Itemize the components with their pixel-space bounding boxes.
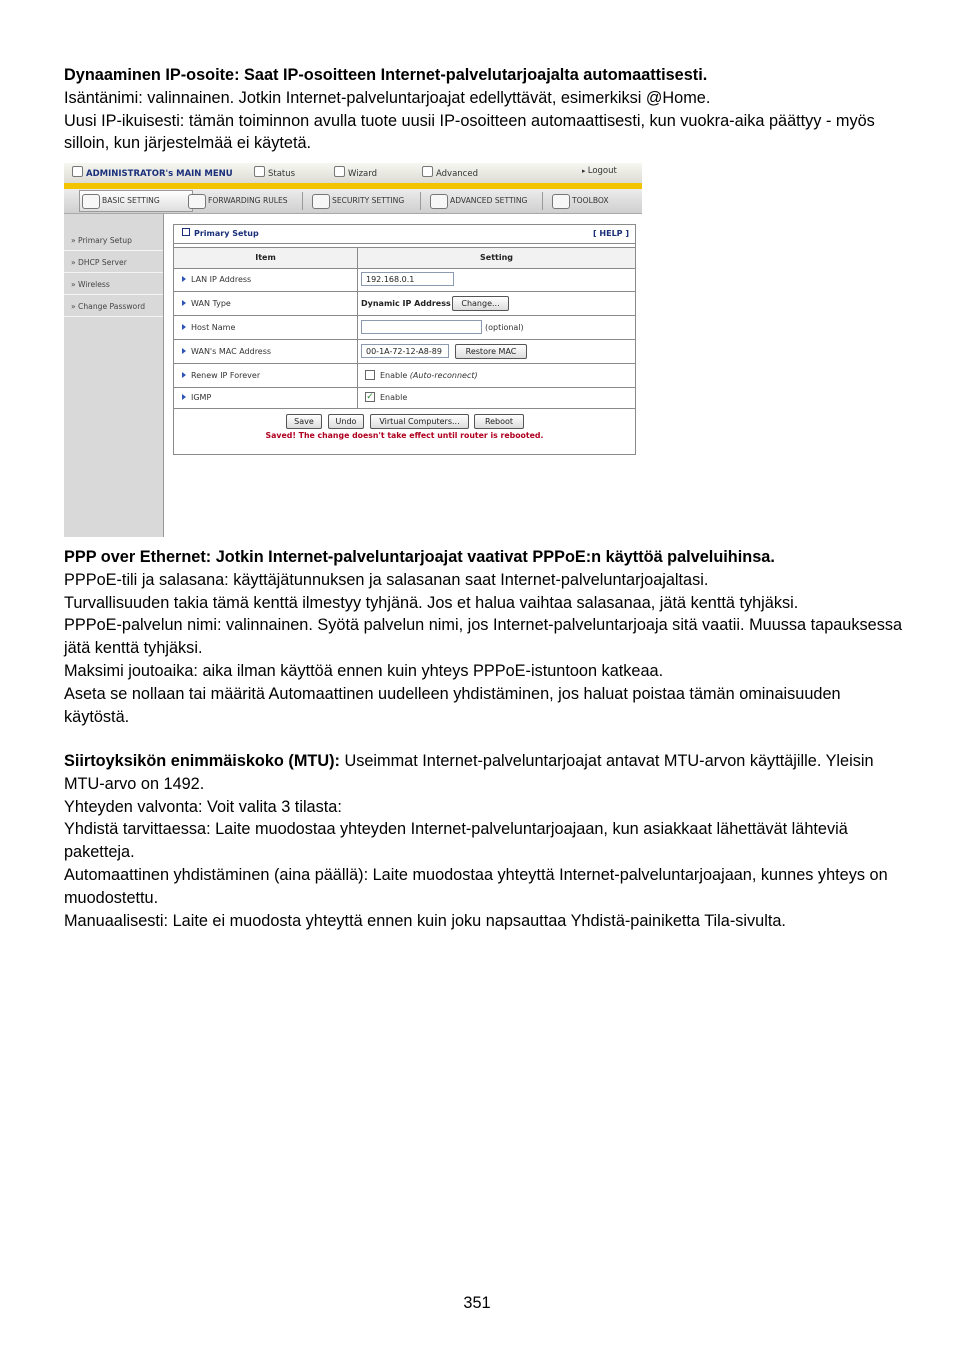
advanced-label: Advanced <box>436 169 478 179</box>
virtual-computers-button[interactable]: Virtual Computers... <box>370 414 469 429</box>
advanced-icon <box>422 166 433 177</box>
arrow-right-icon <box>182 348 186 354</box>
panel-title <box>182 225 259 243</box>
sidebar-item-primary-setup[interactable]: » Primary Setup <box>64 230 163 251</box>
intro-section <box>64 64 904 155</box>
panel-title-text: Primary Setup <box>194 229 259 238</box>
table-header <box>174 247 635 269</box>
host-name-input[interactable] <box>361 320 482 334</box>
pppoe-line-service: PPPoE-palvelun nimi: valinnainen. Syötä palvelun nimi, jos Internet-palveluntarjoaja sitä vaatii. Muussa tapauksessa jätä kenttä tyhjäksi. <box>64 616 903 658</box>
sidebar-item-wireless[interactable]: » Wireless <box>64 274 163 295</box>
saved-message: Saved! The change doesn't take effect until router is rebooted. <box>265 431 544 440</box>
status-label: Status <box>268 169 296 179</box>
row-label <box>182 364 260 387</box>
panel-header <box>174 225 635 244</box>
row-label <box>182 268 251 291</box>
table-row-wan-type <box>174 292 635 316</box>
wizard-icon <box>334 166 345 177</box>
tab-advanced-setting[interactable] <box>428 191 527 211</box>
intro-heading: Dynaaminen IP-osoite: Saat IP-osoitteen Internet-palvelutarjoajalta automaattisesti. <box>64 66 708 84</box>
basic-setting-icon <box>82 194 100 209</box>
status-icon <box>254 166 265 177</box>
arrow-right-icon <box>182 324 186 330</box>
pppoe-line-security: Turvallisuuden takia tämä kenttä ilmestyy tyhjänä. Jos et halua vaihtaa salasanaa, jätä kenttä tyhjäksi. <box>64 593 799 612</box>
pppoe-section <box>64 546 904 728</box>
tab-security-label: SECURITY SETTING <box>332 196 405 205</box>
panel-square-icon <box>182 228 190 236</box>
row-label <box>182 292 231 315</box>
lan-ip-label: LAN IP Address <box>191 275 252 284</box>
table-row-lan-ip <box>174 268 635 292</box>
wan-type-value: Dynamic IP Address <box>361 299 451 308</box>
mtu-text: Useimmat Internet-palveluntarjoajat antavat MTU-arvon käyttäjille. Yleisin MTU-arvo on 1492. <box>64 752 874 793</box>
tab-forwarding-label: FORWARDING RULES <box>208 196 288 205</box>
logout-label: Logout <box>587 166 617 176</box>
tab-toolbox[interactable] <box>550 191 609 211</box>
sidebar-item-change-password[interactable]: » Change Password <box>64 296 163 317</box>
admin-menu-link[interactable] <box>72 166 233 179</box>
intro-line-renew: Uusi IP-ikuisesti: tämän toiminnon avulla tuote uusii IP-osoitteen automaattisesti, kun vuokra-aika päättyy - myös silloin, kun järjestelmää ei käytetä. <box>64 111 875 153</box>
tab-advanced-label: ADVANCED SETTING <box>450 196 528 205</box>
advanced-link[interactable] <box>422 166 478 179</box>
table-row-igmp <box>174 387 635 409</box>
intro-line-hostname: Isäntänimi: valinnainen. Jotkin Internet-palveluntarjoajat edellyttävät, esimerkiksi @Home. <box>64 88 711 107</box>
mtu-line-manual: Manuaalisesti: Laite ei muodosta yhteyttä ennen kuin joku napsauttaa Yhdistä-painiketta Tila-sivulta. <box>64 911 786 930</box>
undo-button[interactable]: Undo <box>328 414 364 429</box>
wan-mac-label: WAN's MAC Address <box>191 347 272 356</box>
tab-separator <box>302 192 303 210</box>
renew-hint: (Auto-reconnect) <box>409 371 478 380</box>
column-divider <box>357 340 358 363</box>
column-divider <box>357 316 358 339</box>
table-row-wan-mac <box>174 340 635 364</box>
table-row-renew-ip <box>174 364 635 388</box>
security-icon <box>312 194 330 209</box>
renew-ip-label: Renew IP Forever <box>191 371 261 380</box>
row-label <box>182 340 271 363</box>
mtu-heading: Siirtoyksikön enimmäiskoko (MTU): <box>64 752 340 770</box>
change-button[interactable]: Change... <box>452 296 509 311</box>
igmp-label: IGMP <box>191 393 212 402</box>
status-link[interactable] <box>254 166 295 179</box>
page-number: 351 <box>463 1294 491 1312</box>
router-top-menu <box>64 163 642 184</box>
help-link[interactable]: [ HELP ] <box>592 229 629 238</box>
mtu-line-auto: Automaattinen yhdistäminen (aina päällä): Laite muodostaa yhteyttä Internet-palveluntarjoajaan, kunnes yhteys on muodostettu. <box>64 865 888 907</box>
lan-ip-input[interactable]: 192.168.0.1 <box>361 272 454 286</box>
pppoe-line-account: PPPoE-tili ja salasana: käyttäjätunnuksen ja salasanan saat Internet-palveluntarjoajaltasi. <box>64 570 709 589</box>
wan-type-label: WAN Type <box>191 299 231 308</box>
menu-square-icon <box>72 166 83 177</box>
mtu-line-on-demand: Yhdistä tarvittaessa: Laite muodostaa yhteyden Internet-palveluntarjoajaan, kun asiakkaat lähettävät lähteviä paketteja. <box>64 820 848 862</box>
tab-toolbox-label: TOOLBOX <box>572 196 609 205</box>
reboot-button[interactable]: Reboot <box>474 414 524 429</box>
pppoe-line-reconnect: Aseta se nollaan tai määritä Automaattinen uudelleen yhdistäminen, jos haluat poistaa tämän ominaisuuden käytöstä. <box>64 684 841 726</box>
forwarding-icon <box>188 194 206 209</box>
wizard-label: Wizard <box>348 169 377 179</box>
mtu-section <box>64 750 904 932</box>
host-name-hint: (optional) <box>485 323 524 332</box>
wan-mac-input[interactable]: 00-1A-72-12-A8-89 <box>361 344 449 358</box>
router-screenshot <box>64 163 642 537</box>
sidebar-item-dhcp-server[interactable]: » DHCP Server <box>64 252 163 273</box>
host-name-label: Host Name <box>191 323 236 332</box>
renew-ip-checkbox[interactable] <box>365 370 375 380</box>
column-divider <box>357 292 358 315</box>
advanced-setting-icon <box>430 194 448 209</box>
toolbox-icon <box>552 194 570 209</box>
igmp-checkbox[interactable]: ✓ <box>366 392 374 402</box>
tab-separator <box>420 192 421 210</box>
pppoe-line-idle: Maksimi joutoaika: aika ilman käyttöä ennen kuin yhteys PPPoE-istuntoon katkeaa. <box>64 661 664 680</box>
igmp-enable-label: Enable <box>380 393 408 402</box>
row-label <box>182 316 235 339</box>
arrow-right-icon <box>182 300 186 306</box>
admin-menu-label: ADMINISTRATOR's MAIN MENU <box>86 169 233 179</box>
restore-mac-button[interactable]: Restore MAC <box>455 344 527 359</box>
router-tab-bar <box>64 189 642 214</box>
router-sidebar <box>64 214 164 537</box>
tab-forwarding-rules[interactable] <box>186 191 288 211</box>
primary-setup-panel <box>173 224 636 455</box>
arrow-right-icon <box>182 394 186 400</box>
renew-ip-enable-text <box>380 364 478 387</box>
tab-separator <box>542 192 543 210</box>
arrow-right-icon: ▸ <box>582 167 588 175</box>
column-header-item: Item <box>255 253 276 262</box>
save-button[interactable]: Save <box>286 414 322 429</box>
column-divider <box>357 268 358 291</box>
column-divider <box>357 364 358 387</box>
tab-security-setting[interactable] <box>310 191 404 211</box>
table-row-host-name <box>174 316 635 340</box>
wizard-link[interactable] <box>334 166 377 179</box>
mtu-line-monitor: Yhteyden valvonta: Voit valita 3 tilasta: <box>64 797 342 816</box>
row-label <box>182 387 211 408</box>
renew-enable-label: Enable <box>380 371 408 380</box>
pppoe-heading: PPP over Ethernet: Jotkin Internet-palveluntarjoajat vaativat PPPoE:n käyttöä palveluihinsa. <box>64 548 775 566</box>
logout-link[interactable] <box>582 166 617 176</box>
arrow-right-icon <box>182 276 186 282</box>
tab-basic-label: BASIC SETTING <box>102 196 160 205</box>
tab-basic-setting[interactable] <box>79 190 193 212</box>
arrow-right-icon <box>182 372 186 378</box>
column-divider <box>357 387 358 408</box>
column-header-setting: Setting <box>480 253 513 262</box>
